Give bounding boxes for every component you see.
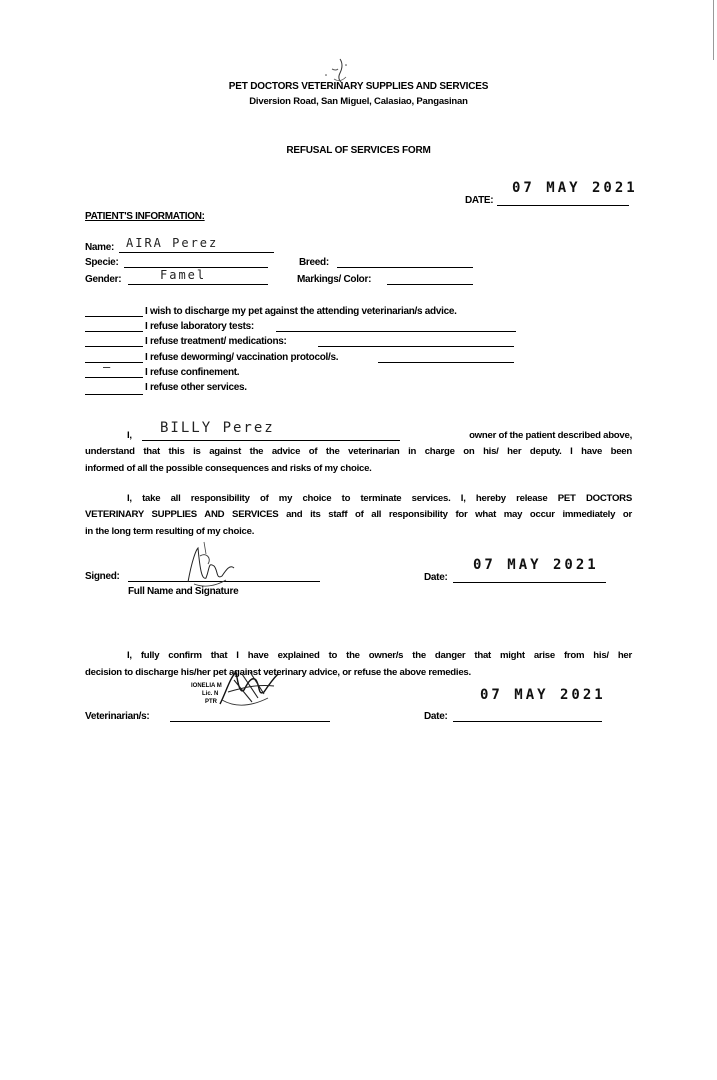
breed-label: Breed: <box>299 257 329 268</box>
gender-handwritten: Famel <box>160 268 207 282</box>
option-5-checkline <box>85 377 143 378</box>
specie-label: Specie: <box>85 257 119 268</box>
name-line <box>119 252 274 253</box>
owner-date-line <box>453 582 606 583</box>
option-3-text: I refuse treatment/ medications: <box>145 336 287 347</box>
vet-stamp-ptr: PTR <box>205 699 217 705</box>
release-line1: I, take all responsibility of my choice to terminate services. I, hereby release PET DOCTORS <box>127 493 632 504</box>
option-2-checkline <box>85 331 143 332</box>
owner-date-stamp: 07 MAY 2021 <box>473 557 599 573</box>
name-label: Name: <box>85 242 115 253</box>
signed-label: Signed: <box>85 571 120 582</box>
vet-date-label: Date: <box>424 711 448 722</box>
owner-statement-line3: informed of all the possible consequences and risks of my choice. <box>85 463 372 474</box>
option-6-text: I refuse other services. <box>145 382 247 393</box>
name-handwritten: AIRA Perez <box>126 236 219 250</box>
vet-confirm-line2: decision to discharge his/her pet against veterinary advice, or refuse the above remedies. <box>85 667 471 678</box>
patient-section-title: PATIENT'S INFORMATION: <box>85 211 205 222</box>
vet-date-stamp: 07 MAY 2021 <box>480 687 606 703</box>
option-5-text: I refuse confinement. <box>145 367 240 378</box>
option-4-checkline <box>85 362 143 363</box>
option-2-text: I refuse laboratory tests: <box>145 321 254 332</box>
markings-line <box>387 284 473 285</box>
date-line <box>497 205 629 206</box>
owner-name-line <box>142 440 400 441</box>
vet-signature-icon <box>212 662 292 712</box>
owner-statement-line1: owner of the patient described above, <box>469 430 632 441</box>
veterinarian-label: Veterinarian/s: <box>85 711 150 722</box>
option-4-text: I refuse deworming/ vaccination protocol/s. <box>145 352 339 363</box>
option-5-mark: — <box>103 360 111 374</box>
veterinarian-signature-line <box>170 721 330 722</box>
option-3-checkline <box>85 346 143 347</box>
markings-label: Markings/ Color: <box>297 274 372 285</box>
option-2-detail-line <box>276 331 516 332</box>
gender-line <box>128 284 268 285</box>
owner-prefix: I, <box>127 430 132 441</box>
release-line2: VETERINARY SUPPLIES AND SERVICES and its staff of all responsibility for what may occur immediately or <box>85 509 632 520</box>
owner-name-handwritten: BILLY Perez <box>160 420 275 436</box>
release-line3: in the long term resulting of my choice. <box>85 526 255 537</box>
owner-statement-line2: understand that this is against the advice of the veterinarian in charge on his/ her deputy. I have been <box>85 446 632 457</box>
option-1-checkline <box>85 316 143 317</box>
gender-label: Gender: <box>85 274 122 285</box>
breed-line <box>337 267 473 268</box>
option-1-text: I wish to discharge my pet against the attending veterinarian/s advice. <box>145 306 457 317</box>
option-6-checkline <box>85 394 143 395</box>
org-name: PET DOCTORS VETERINARY SUPPLIES AND SERVICES <box>228 81 489 92</box>
scan-edge-mark <box>713 0 714 60</box>
date-label: DATE: <box>465 195 494 206</box>
date-stamp: 07 MAY 2021 <box>512 180 638 196</box>
org-address: Diversion Road, San Miguel, Calasiao, Pangasinan <box>249 96 468 107</box>
signature-caption: Full Name and Signature <box>128 586 239 597</box>
vet-confirm-line1: I, fully confirm that I have explained to the owner/s the danger that might arise from his/ her <box>127 650 632 661</box>
option-4-detail-line <box>378 362 514 363</box>
vet-stamp-name: IONELIA M <box>191 683 222 689</box>
vet-stamp-lic: Lic. N <box>202 691 219 697</box>
owner-date-label: Date: <box>424 572 448 583</box>
form-title: REFUSAL OF SERVICES FORM <box>286 145 431 156</box>
option-3-detail-line <box>318 346 514 347</box>
vet-date-line <box>453 721 602 722</box>
